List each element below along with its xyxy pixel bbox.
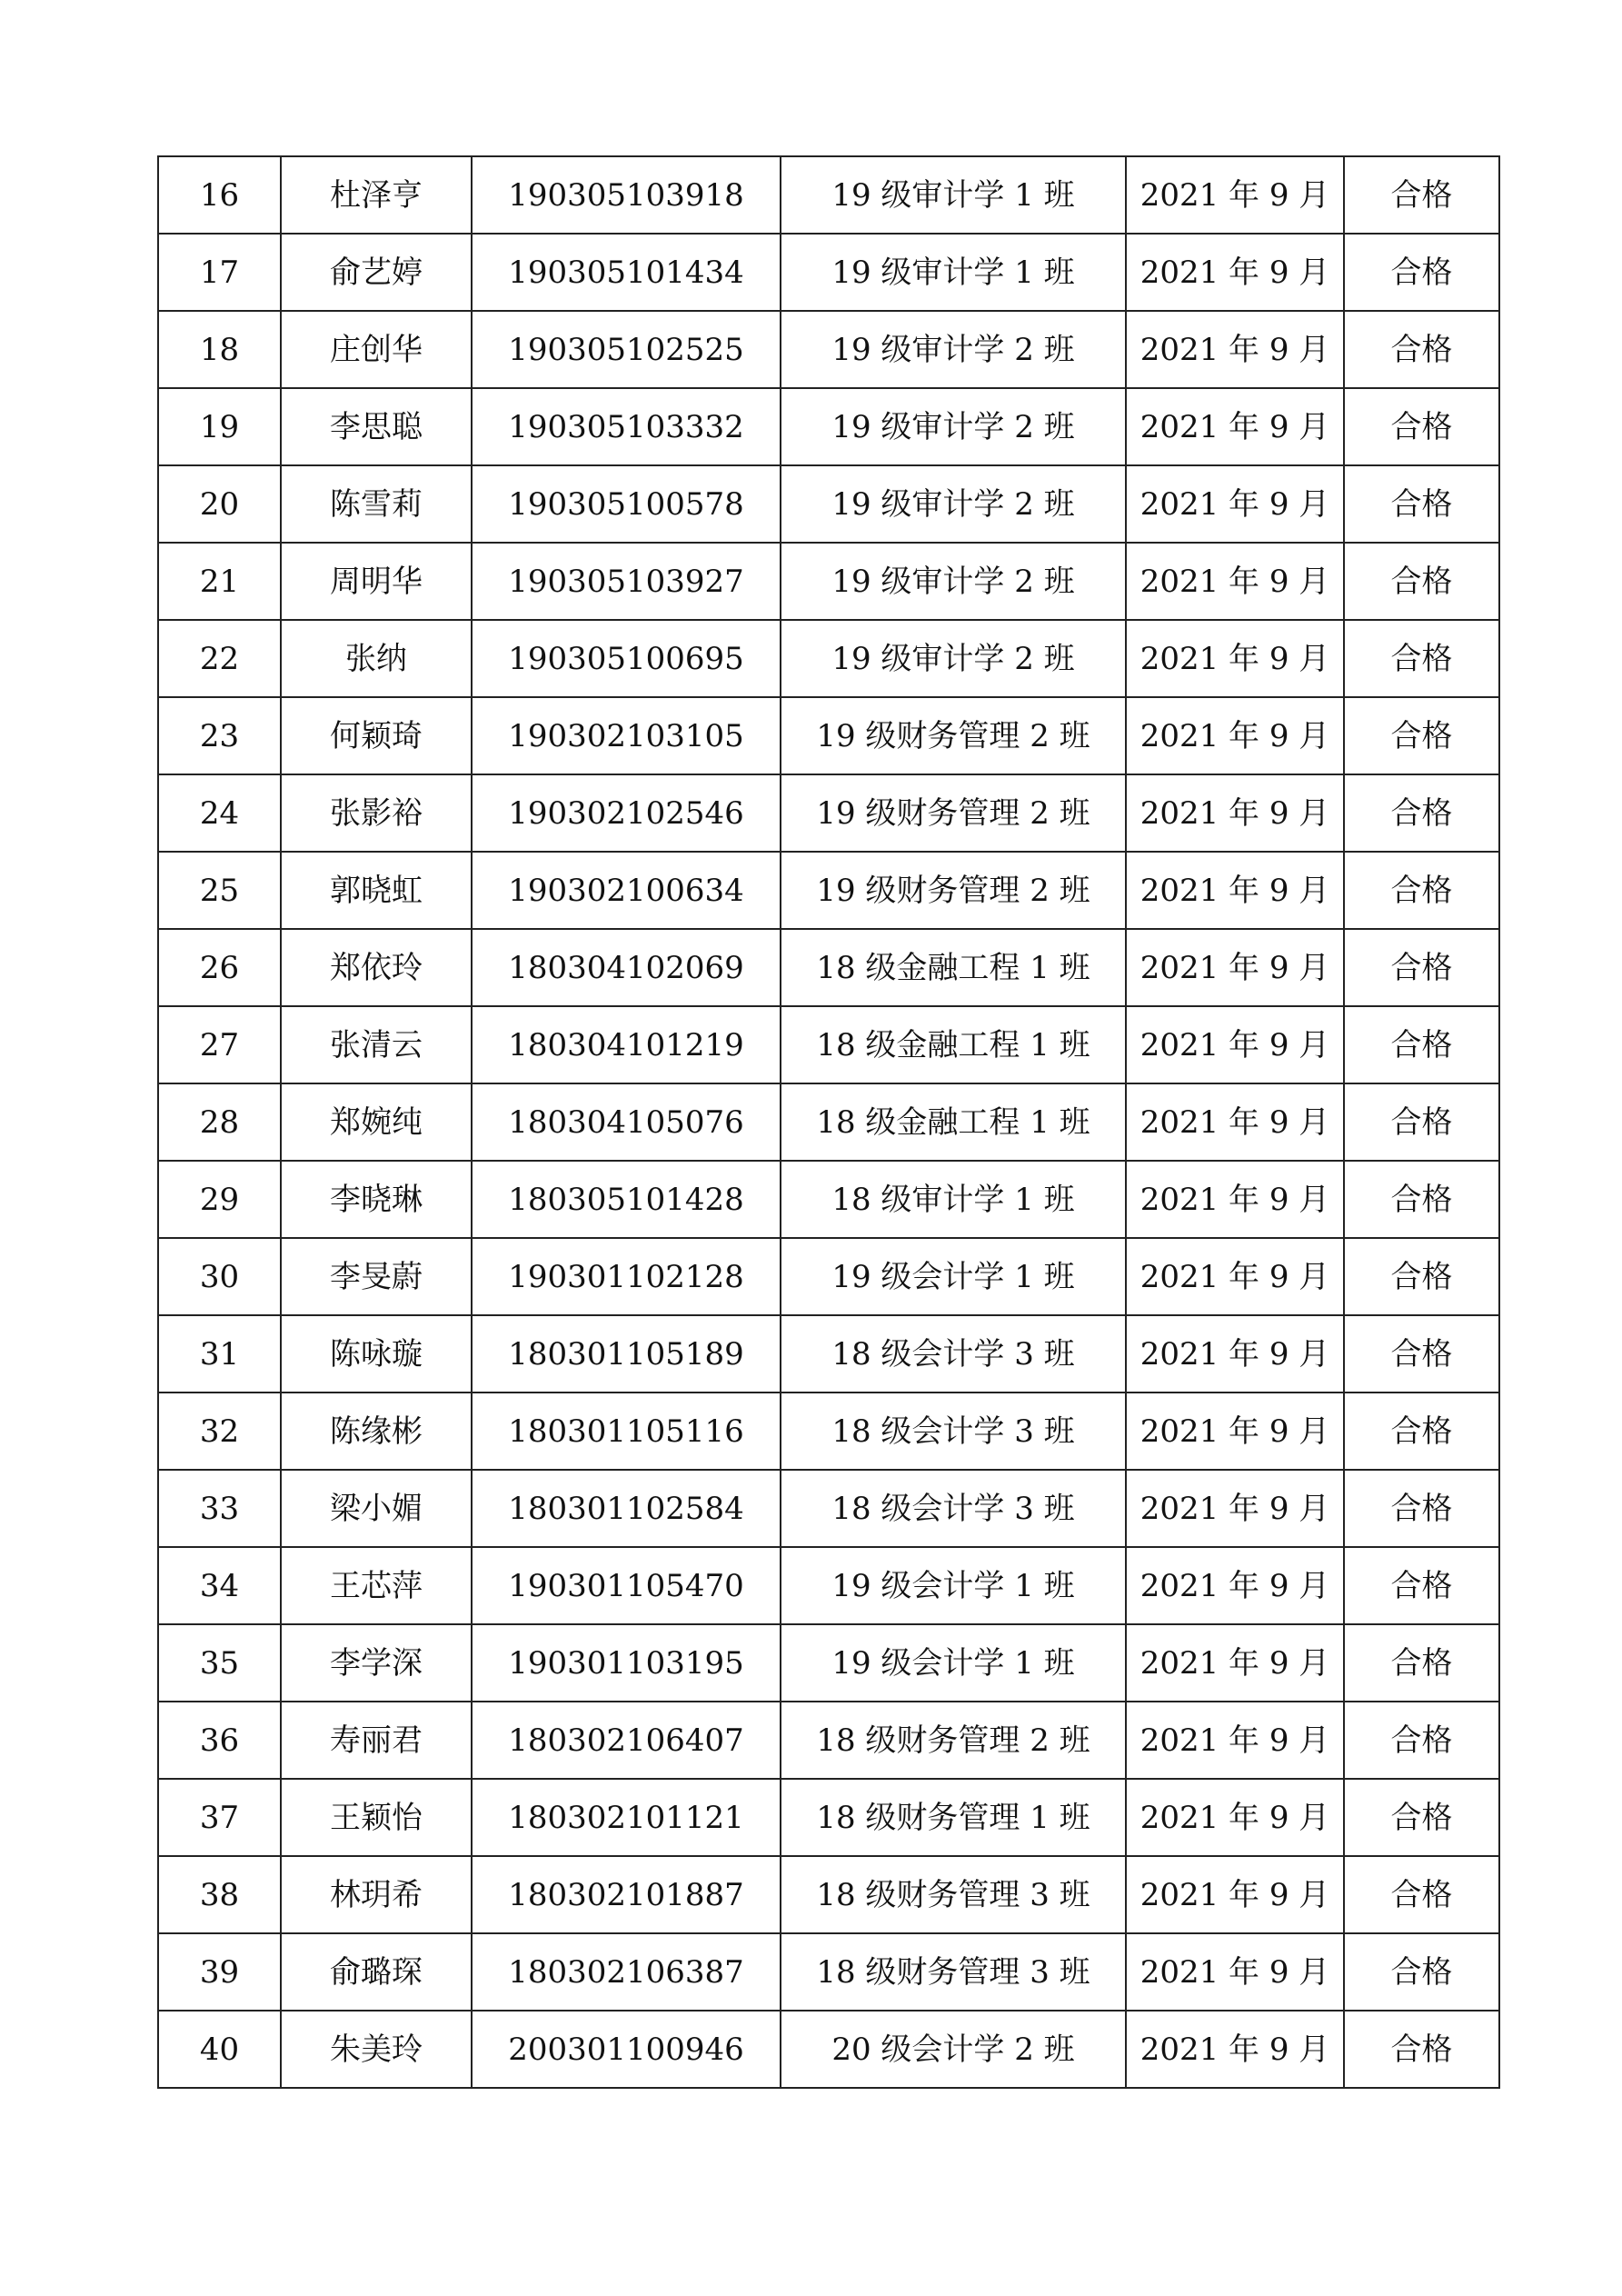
student-id-cell: 180302106387 [472, 1933, 781, 2011]
date-cell: 2021 年 9 月 [1126, 1161, 1344, 1238]
student-id-cell: 180304102069 [472, 929, 781, 1006]
student-name-cell: 陈缘彬 [281, 1393, 472, 1470]
class-name-cell: 19 级审计学 1 班 [781, 234, 1126, 311]
class-name-cell: 18 级会计学 3 班 [781, 1470, 1126, 1547]
date-cell: 2021 年 9 月 [1126, 929, 1344, 1006]
student-name-cell: 张清云 [281, 1006, 472, 1083]
class-name-cell: 18 级财务管理 3 班 [781, 1856, 1126, 1933]
row-number-cell: 37 [158, 1779, 281, 1856]
date-cell: 2021 年 9 月 [1126, 465, 1344, 543]
student-name-cell: 陈咏璇 [281, 1315, 472, 1393]
student-id-cell: 190302100634 [472, 852, 781, 929]
student-name-cell: 张影裕 [281, 774, 472, 852]
class-name-cell: 19 级审计学 1 班 [781, 156, 1126, 234]
class-name-cell: 20 级会计学 2 班 [781, 2011, 1126, 2088]
result-cell: 合格 [1344, 1006, 1499, 1083]
date-cell: 2021 年 9 月 [1126, 1856, 1344, 1933]
student-id-cell: 180305101428 [472, 1161, 781, 1238]
class-name-cell: 19 级会计学 1 班 [781, 1547, 1126, 1624]
row-number-cell: 39 [158, 1933, 281, 2011]
student-id-cell: 180302101121 [472, 1779, 781, 1856]
date-cell: 2021 年 9 月 [1126, 620, 1344, 697]
date-cell: 2021 年 9 月 [1126, 311, 1344, 388]
student-id-cell: 190305102525 [472, 311, 781, 388]
student-id-cell: 190305103332 [472, 388, 781, 465]
class-name-cell: 19 级审计学 2 班 [781, 311, 1126, 388]
row-number-cell: 38 [158, 1856, 281, 1933]
student-name-cell: 俞璐琛 [281, 1933, 472, 2011]
student-id-cell: 190305103918 [472, 156, 781, 234]
result-cell: 合格 [1344, 1624, 1499, 1702]
table-row [158, 774, 1499, 852]
row-number-cell: 20 [158, 465, 281, 543]
student-name-cell: 李旻蔚 [281, 1238, 472, 1315]
date-cell: 2021 年 9 月 [1126, 156, 1344, 234]
row-number-cell: 33 [158, 1470, 281, 1547]
student-name-cell: 何颖琦 [281, 697, 472, 774]
row-number-cell: 35 [158, 1624, 281, 1702]
row-number-cell: 25 [158, 852, 281, 929]
table-row [158, 697, 1499, 774]
class-name-cell: 18 级会计学 3 班 [781, 1393, 1126, 1470]
student-id-cell: 190305100695 [472, 620, 781, 697]
date-cell: 2021 年 9 月 [1126, 1547, 1344, 1624]
table-row [158, 2011, 1499, 2088]
result-cell: 合格 [1344, 234, 1499, 311]
table-row [158, 234, 1499, 311]
date-cell: 2021 年 9 月 [1126, 1006, 1344, 1083]
class-name-cell: 19 级会计学 1 班 [781, 1624, 1126, 1702]
result-cell: 合格 [1344, 1779, 1499, 1856]
date-cell: 2021 年 9 月 [1126, 1470, 1344, 1547]
table-row [158, 1315, 1499, 1393]
result-cell: 合格 [1344, 1238, 1499, 1315]
student-name-cell: 王芯萍 [281, 1547, 472, 1624]
result-cell: 合格 [1344, 620, 1499, 697]
table-row [158, 929, 1499, 1006]
table-row [158, 1933, 1499, 2011]
table-row [158, 1856, 1499, 1933]
date-cell: 2021 年 9 月 [1126, 543, 1344, 620]
table-row [158, 1161, 1499, 1238]
result-cell: 合格 [1344, 852, 1499, 929]
student-id-cell: 190301103195 [472, 1624, 781, 1702]
row-number-cell: 26 [158, 929, 281, 1006]
row-number-cell: 36 [158, 1702, 281, 1779]
row-number-cell: 18 [158, 311, 281, 388]
class-name-cell: 19 级财务管理 2 班 [781, 774, 1126, 852]
result-cell: 合格 [1344, 465, 1499, 543]
result-cell: 合格 [1344, 2011, 1499, 2088]
class-name-cell: 19 级财务管理 2 班 [781, 697, 1126, 774]
date-cell: 2021 年 9 月 [1126, 1779, 1344, 1856]
row-number-cell: 22 [158, 620, 281, 697]
date-cell: 2021 年 9 月 [1126, 1083, 1344, 1161]
date-cell: 2021 年 9 月 [1126, 2011, 1344, 2088]
student-id-cell: 180302101887 [472, 1856, 781, 1933]
table-row [158, 1547, 1499, 1624]
date-cell: 2021 年 9 月 [1126, 697, 1344, 774]
class-name-cell: 18 级金融工程 1 班 [781, 1083, 1126, 1161]
result-cell: 合格 [1344, 388, 1499, 465]
date-cell: 2021 年 9 月 [1126, 234, 1344, 311]
date-cell: 2021 年 9 月 [1126, 774, 1344, 852]
result-cell: 合格 [1344, 1856, 1499, 1933]
student-name-cell: 杜泽亨 [281, 156, 472, 234]
class-name-cell: 19 级审计学 2 班 [781, 543, 1126, 620]
table-row [158, 1702, 1499, 1779]
class-name-cell: 19 级审计学 2 班 [781, 465, 1126, 543]
table-row [158, 1624, 1499, 1702]
class-name-cell: 19 级会计学 1 班 [781, 1238, 1126, 1315]
student-name-cell: 梁小媚 [281, 1470, 472, 1547]
student-id-cell: 180304101219 [472, 1006, 781, 1083]
date-cell: 2021 年 9 月 [1126, 1393, 1344, 1470]
student-id-cell: 180301105116 [472, 1393, 781, 1470]
student-name-cell: 陈雪莉 [281, 465, 472, 543]
class-name-cell: 19 级财务管理 2 班 [781, 852, 1126, 929]
row-number-cell: 19 [158, 388, 281, 465]
student-name-cell: 俞艺婷 [281, 234, 472, 311]
class-name-cell: 18 级财务管理 3 班 [781, 1933, 1126, 2011]
result-cell: 合格 [1344, 156, 1499, 234]
result-cell: 合格 [1344, 1470, 1499, 1547]
date-cell: 2021 年 9 月 [1126, 1238, 1344, 1315]
student-id-cell: 200301100946 [472, 2011, 781, 2088]
row-number-cell: 17 [158, 234, 281, 311]
date-cell: 2021 年 9 月 [1126, 1315, 1344, 1393]
row-number-cell: 34 [158, 1547, 281, 1624]
date-cell: 2021 年 9 月 [1126, 852, 1344, 929]
roster-table-body [158, 156, 1499, 2088]
table-row [158, 465, 1499, 543]
date-cell: 2021 年 9 月 [1126, 1624, 1344, 1702]
result-cell: 合格 [1344, 1083, 1499, 1161]
student-roster-table [157, 155, 1500, 2089]
student-name-cell: 郑依玲 [281, 929, 472, 1006]
student-name-cell: 郭晓虹 [281, 852, 472, 929]
result-cell: 合格 [1344, 1547, 1499, 1624]
date-cell: 2021 年 9 月 [1126, 1933, 1344, 2011]
table-row [158, 852, 1499, 929]
student-name-cell: 李思聪 [281, 388, 472, 465]
class-name-cell: 18 级财务管理 2 班 [781, 1702, 1126, 1779]
student-name-cell: 寿丽君 [281, 1702, 472, 1779]
table-row [158, 1006, 1499, 1083]
student-name-cell: 李学深 [281, 1624, 472, 1702]
result-cell: 合格 [1344, 697, 1499, 774]
class-name-cell: 18 级金融工程 1 班 [781, 929, 1126, 1006]
row-number-cell: 29 [158, 1161, 281, 1238]
date-cell: 2021 年 9 月 [1126, 388, 1344, 465]
class-name-cell: 19 级审计学 2 班 [781, 388, 1126, 465]
row-number-cell: 24 [158, 774, 281, 852]
student-name-cell: 王颖怡 [281, 1779, 472, 1856]
result-cell: 合格 [1344, 774, 1499, 852]
student-id-cell: 190305101434 [472, 234, 781, 311]
result-cell: 合格 [1344, 1315, 1499, 1393]
result-cell: 合格 [1344, 929, 1499, 1006]
student-name-cell: 郑婉纯 [281, 1083, 472, 1161]
class-name-cell: 18 级金融工程 1 班 [781, 1006, 1126, 1083]
student-id-cell: 190301105470 [472, 1547, 781, 1624]
class-name-cell: 18 级财务管理 1 班 [781, 1779, 1126, 1856]
result-cell: 合格 [1344, 1161, 1499, 1238]
student-name-cell: 李晓琳 [281, 1161, 472, 1238]
row-number-cell: 28 [158, 1083, 281, 1161]
table-row [158, 1470, 1499, 1547]
table-row [158, 311, 1499, 388]
class-name-cell: 19 级审计学 2 班 [781, 620, 1126, 697]
student-id-cell: 180301102584 [472, 1470, 781, 1547]
table-row [158, 620, 1499, 697]
result-cell: 合格 [1344, 543, 1499, 620]
row-number-cell: 23 [158, 697, 281, 774]
result-cell: 合格 [1344, 1702, 1499, 1779]
result-cell: 合格 [1344, 1933, 1499, 2011]
student-id-cell: 190302102546 [472, 774, 781, 852]
table-row [158, 156, 1499, 234]
student-name-cell: 庄创华 [281, 311, 472, 388]
row-number-cell: 21 [158, 543, 281, 620]
table-row [158, 1393, 1499, 1470]
student-id-cell: 190302103105 [472, 697, 781, 774]
row-number-cell: 32 [158, 1393, 281, 1470]
table-row [158, 1779, 1499, 1856]
table-row [158, 388, 1499, 465]
class-name-cell: 18 级会计学 3 班 [781, 1315, 1126, 1393]
class-name-cell: 18 级审计学 1 班 [781, 1161, 1126, 1238]
student-id-cell: 180301105189 [472, 1315, 781, 1393]
row-number-cell: 27 [158, 1006, 281, 1083]
row-number-cell: 16 [158, 156, 281, 234]
date-cell: 2021 年 9 月 [1126, 1702, 1344, 1779]
row-number-cell: 31 [158, 1315, 281, 1393]
student-name-cell: 张纳 [281, 620, 472, 697]
table-row [158, 1238, 1499, 1315]
table-row [158, 543, 1499, 620]
result-cell: 合格 [1344, 311, 1499, 388]
table-row [158, 1083, 1499, 1161]
student-name-cell: 朱美玲 [281, 2011, 472, 2088]
row-number-cell: 30 [158, 1238, 281, 1315]
row-number-cell: 40 [158, 2011, 281, 2088]
student-id-cell: 190301102128 [472, 1238, 781, 1315]
student-id-cell: 180302106407 [472, 1702, 781, 1779]
student-id-cell: 190305103927 [472, 543, 781, 620]
student-id-cell: 180304105076 [472, 1083, 781, 1161]
result-cell: 合格 [1344, 1393, 1499, 1470]
student-name-cell: 林玥希 [281, 1856, 472, 1933]
student-name-cell: 周明华 [281, 543, 472, 620]
student-id-cell: 190305100578 [472, 465, 781, 543]
